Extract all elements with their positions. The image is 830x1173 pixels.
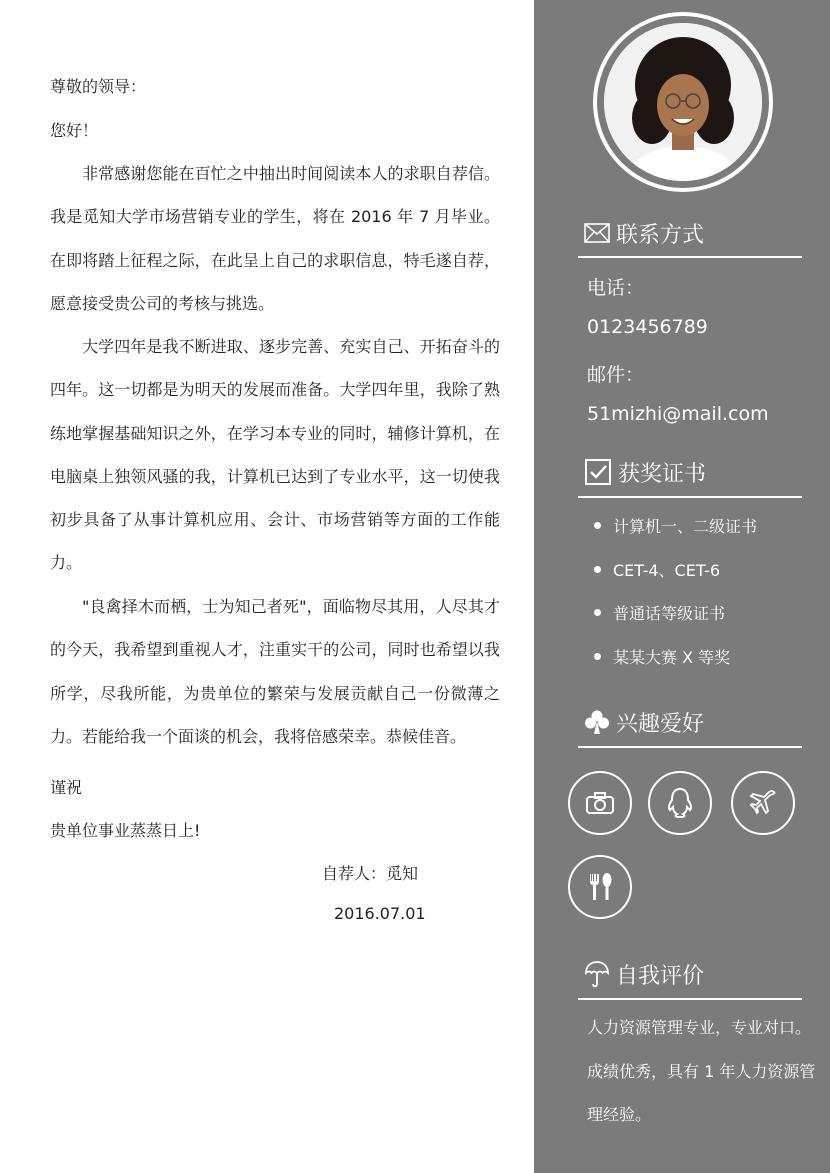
hobby-photography bbox=[568, 771, 632, 835]
camera-icon bbox=[585, 791, 615, 815]
airplane-icon bbox=[748, 788, 778, 818]
email-label: 邮件： bbox=[587, 364, 645, 386]
club-icon bbox=[584, 709, 610, 735]
phone-value: 0123456789 bbox=[587, 316, 708, 338]
award-item: 普通话等级证书 bbox=[594, 601, 725, 624]
fork-spoon-icon bbox=[585, 872, 615, 902]
paragraph-3: "良禽择木而栖，士为知己者死"，面临物尽其用，人尽其才的今天，我希望到重视人才，注重实干的公司，同时也希望以我所学，尽我所能，为贵单位的繁荣与发展贡献自己一份微薄之力。若能给我一个面谈的机会，我将倍感荣幸。恭候佳音。 bbox=[50, 597, 500, 746]
umbrella-icon bbox=[584, 960, 610, 988]
greeting: 您好！ bbox=[50, 121, 99, 140]
hobby-travel bbox=[731, 771, 795, 835]
award-item: 某某大赛 X 等奖 bbox=[594, 645, 730, 668]
award-item: CET-4、CET-6 bbox=[594, 558, 720, 581]
contact-section-title: 联系方式 bbox=[584, 215, 704, 251]
avatar-frame bbox=[593, 12, 773, 192]
wish: 贵单位事业蒸蒸日上! bbox=[50, 821, 201, 840]
checkbox-icon bbox=[584, 458, 612, 486]
signature: 自荐人：觅知 bbox=[322, 864, 419, 883]
avatar bbox=[604, 23, 762, 181]
closing: 谨祝 bbox=[50, 778, 83, 797]
evaluation-section-title: 自我评价 bbox=[584, 956, 704, 992]
hobbies-section-title: 兴趣爱好 bbox=[584, 704, 704, 740]
hobbies-divider bbox=[578, 746, 802, 748]
hobby-food bbox=[568, 855, 632, 919]
paragraph-2: 大学四年是我不断进取、逐步完善、充实自己、开拓奋斗的四年。这一切都是为明天的发展而准备。大学四年里，我除了熟练地掌握基础知识之外，在学习本专业的同时，辅修计算机，在电脑桌上独领风骚的我，计算机已达到了专业水平，这一切使我初步具备了从事计算机应用、会计、市场营销等方面的工作能力。 bbox=[50, 337, 500, 573]
award-item: 计算机一、二级证书 bbox=[594, 514, 757, 537]
hobby-social bbox=[648, 771, 712, 835]
awards-divider bbox=[578, 496, 802, 498]
phone-label: 电话： bbox=[587, 277, 645, 299]
sidebar bbox=[534, 0, 830, 1173]
awards-section-title: 获奖证书 bbox=[584, 454, 706, 490]
date: 2016.07.01 bbox=[334, 904, 426, 923]
salutation: 尊敬的领导： bbox=[50, 77, 147, 96]
evaluation-divider bbox=[578, 998, 802, 1000]
evaluation-text: 人力资源管理专业，专业对口。成绩优秀，具有 1 年人力资源管理经验。 bbox=[587, 1018, 816, 1124]
qq-penguin-icon bbox=[667, 787, 693, 819]
paragraph-1: 非常感谢您能在百忙之中抽出时间阅读本人的求职自荐信。我是觅知大学市场营销专业的学生，将在 2016 年 7 月毕业。在即将踏上征程之际，在此呈上自己的求职信息，特毛遂自荐，愿意接受贵公司的考核与挑选。 bbox=[50, 164, 500, 313]
contact-divider bbox=[578, 256, 802, 258]
envelope-icon bbox=[584, 223, 610, 243]
email-value: 51mizhi@mail.com bbox=[587, 403, 769, 425]
